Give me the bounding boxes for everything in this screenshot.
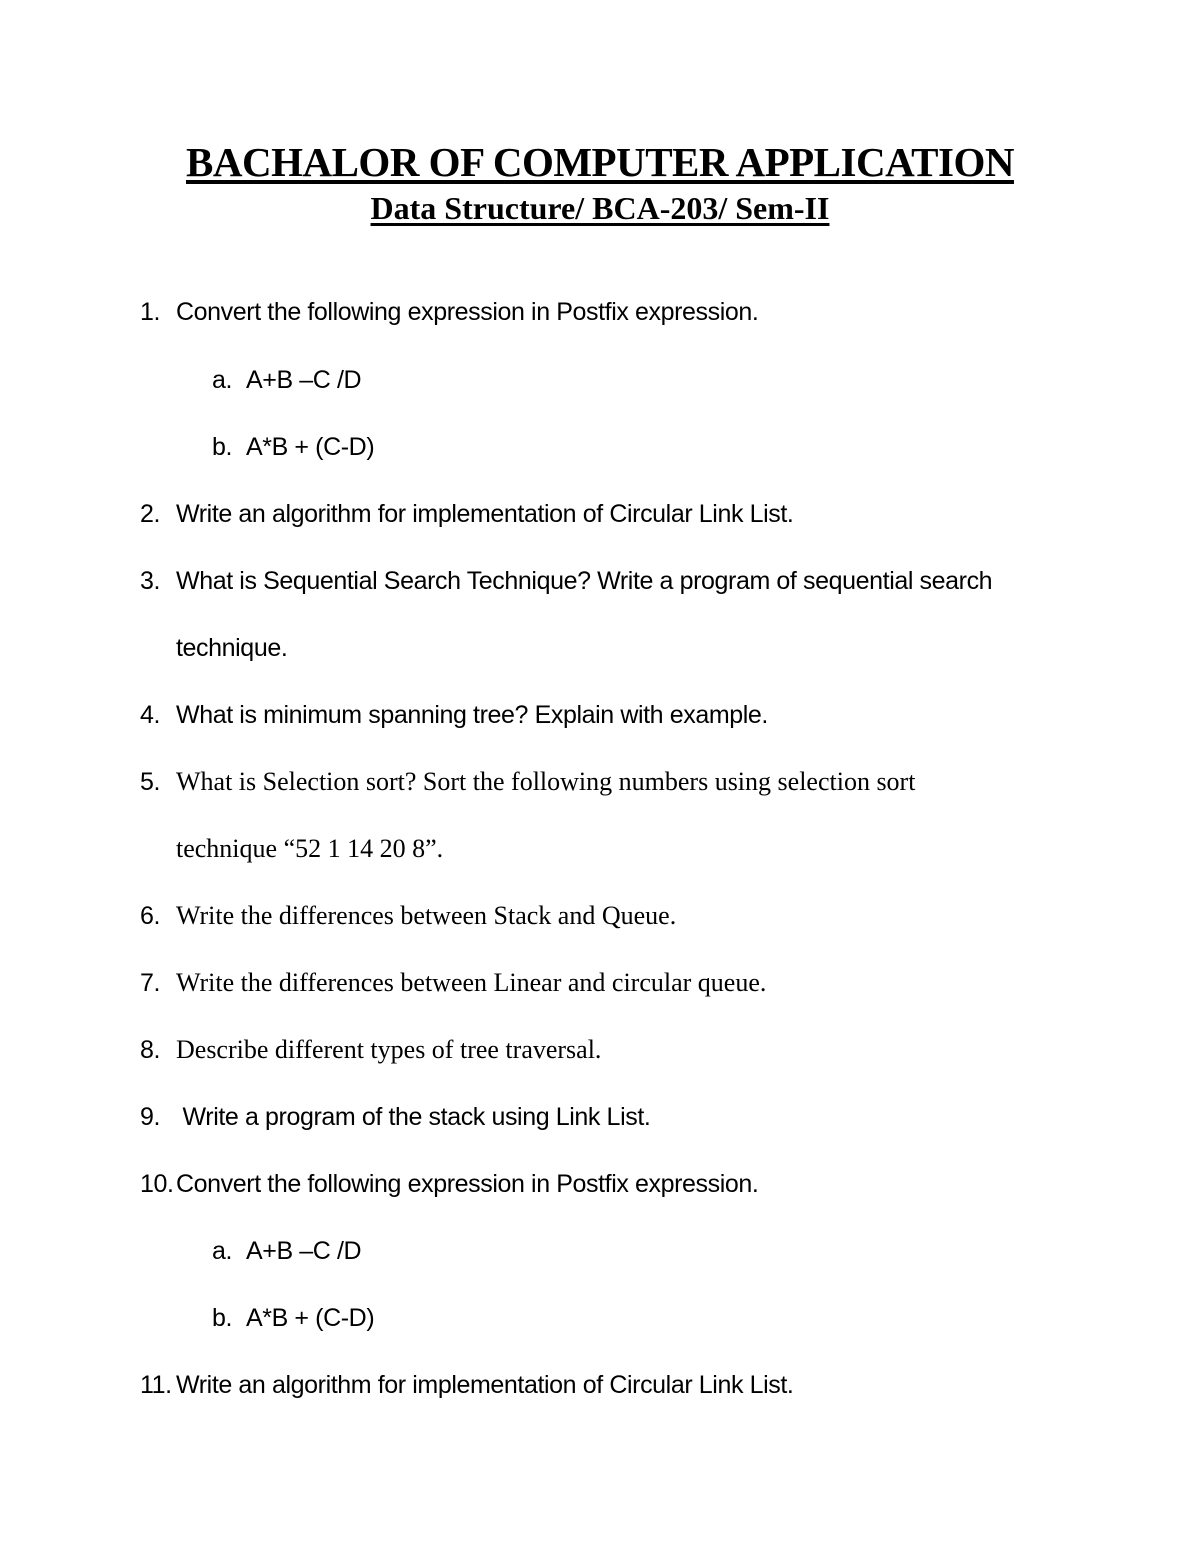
- question-text: What is minimum spanning tree? Explain with example.: [176, 701, 768, 729]
- question-1-sub-b: [212, 431, 812, 463]
- sub-item-label: a.: [212, 366, 233, 394]
- question-text: Convert the following expression in Postfix expression.: [176, 1170, 759, 1198]
- question-text: What is Selection sort? Sort the following numbers using selection sort: [176, 767, 916, 796]
- question-3: [140, 565, 1100, 597]
- question-5-continuation: technique “52 1 14 20 8”.: [176, 834, 444, 863]
- question-text: Write the differences between Stack and Queue.: [176, 901, 677, 930]
- question-10: [140, 1168, 1100, 1200]
- document-subtitle: Data Structure/ BCA-203/ Sem-II: [370, 190, 830, 226]
- sub-item-text: A*B + (C-D): [246, 1304, 375, 1332]
- question-number: 9.: [140, 1103, 161, 1131]
- question-9: [140, 1101, 1100, 1133]
- question-3-continuation: technique.: [176, 634, 288, 662]
- question-5: [140, 766, 1100, 798]
- question-text: Describe different types of tree traversal.: [176, 1035, 602, 1064]
- question-number: 1.: [140, 298, 161, 326]
- question-text: Write an algorithm for implementation of Circular Link List.: [176, 500, 794, 528]
- sub-item-text: A*B + (C-D): [246, 433, 375, 461]
- question-1: [140, 296, 1100, 328]
- question-number: 2.: [140, 500, 161, 528]
- sub-item-text: A+B –C /D: [246, 366, 362, 394]
- sub-item-text: A+B –C /D: [246, 1237, 362, 1265]
- question-6: [140, 900, 1100, 932]
- question-4: [140, 699, 1100, 731]
- question-number: 4.: [140, 701, 161, 729]
- question-10-sub-a: [212, 1235, 812, 1267]
- question-number: 6.: [140, 902, 161, 930]
- question-11: [140, 1369, 1100, 1401]
- question-number: 5.: [140, 768, 161, 796]
- question-number: 8.: [140, 1036, 161, 1064]
- question-number: 7.: [140, 969, 161, 997]
- sub-item-label: b.: [212, 1304, 233, 1332]
- question-number: 11.: [140, 1371, 172, 1399]
- question-number: 10.: [140, 1170, 174, 1198]
- question-7: [140, 967, 1100, 999]
- question-text: Write a program of the stack using Link List.: [176, 1103, 651, 1131]
- question-text: What is Sequential Search Technique? Write a program of sequential search: [176, 567, 993, 595]
- question-text: Write an algorithm for implementation of Circular Link List.: [176, 1371, 794, 1399]
- question-1-sub-a: [212, 364, 812, 396]
- sub-item-label: b.: [212, 433, 233, 461]
- question-8: [140, 1034, 1100, 1066]
- sub-item-label: a.: [212, 1237, 233, 1265]
- question-number: 3.: [140, 567, 161, 595]
- question-2: [140, 498, 1100, 530]
- question-text: Convert the following expression in Postfix expression.: [176, 298, 759, 326]
- document-title: BACHALOR OF COMPUTER APPLICATION: [186, 139, 1014, 185]
- question-10-sub-b: [212, 1302, 812, 1334]
- question-text: Write the differences between Linear and circular queue.: [176, 968, 767, 997]
